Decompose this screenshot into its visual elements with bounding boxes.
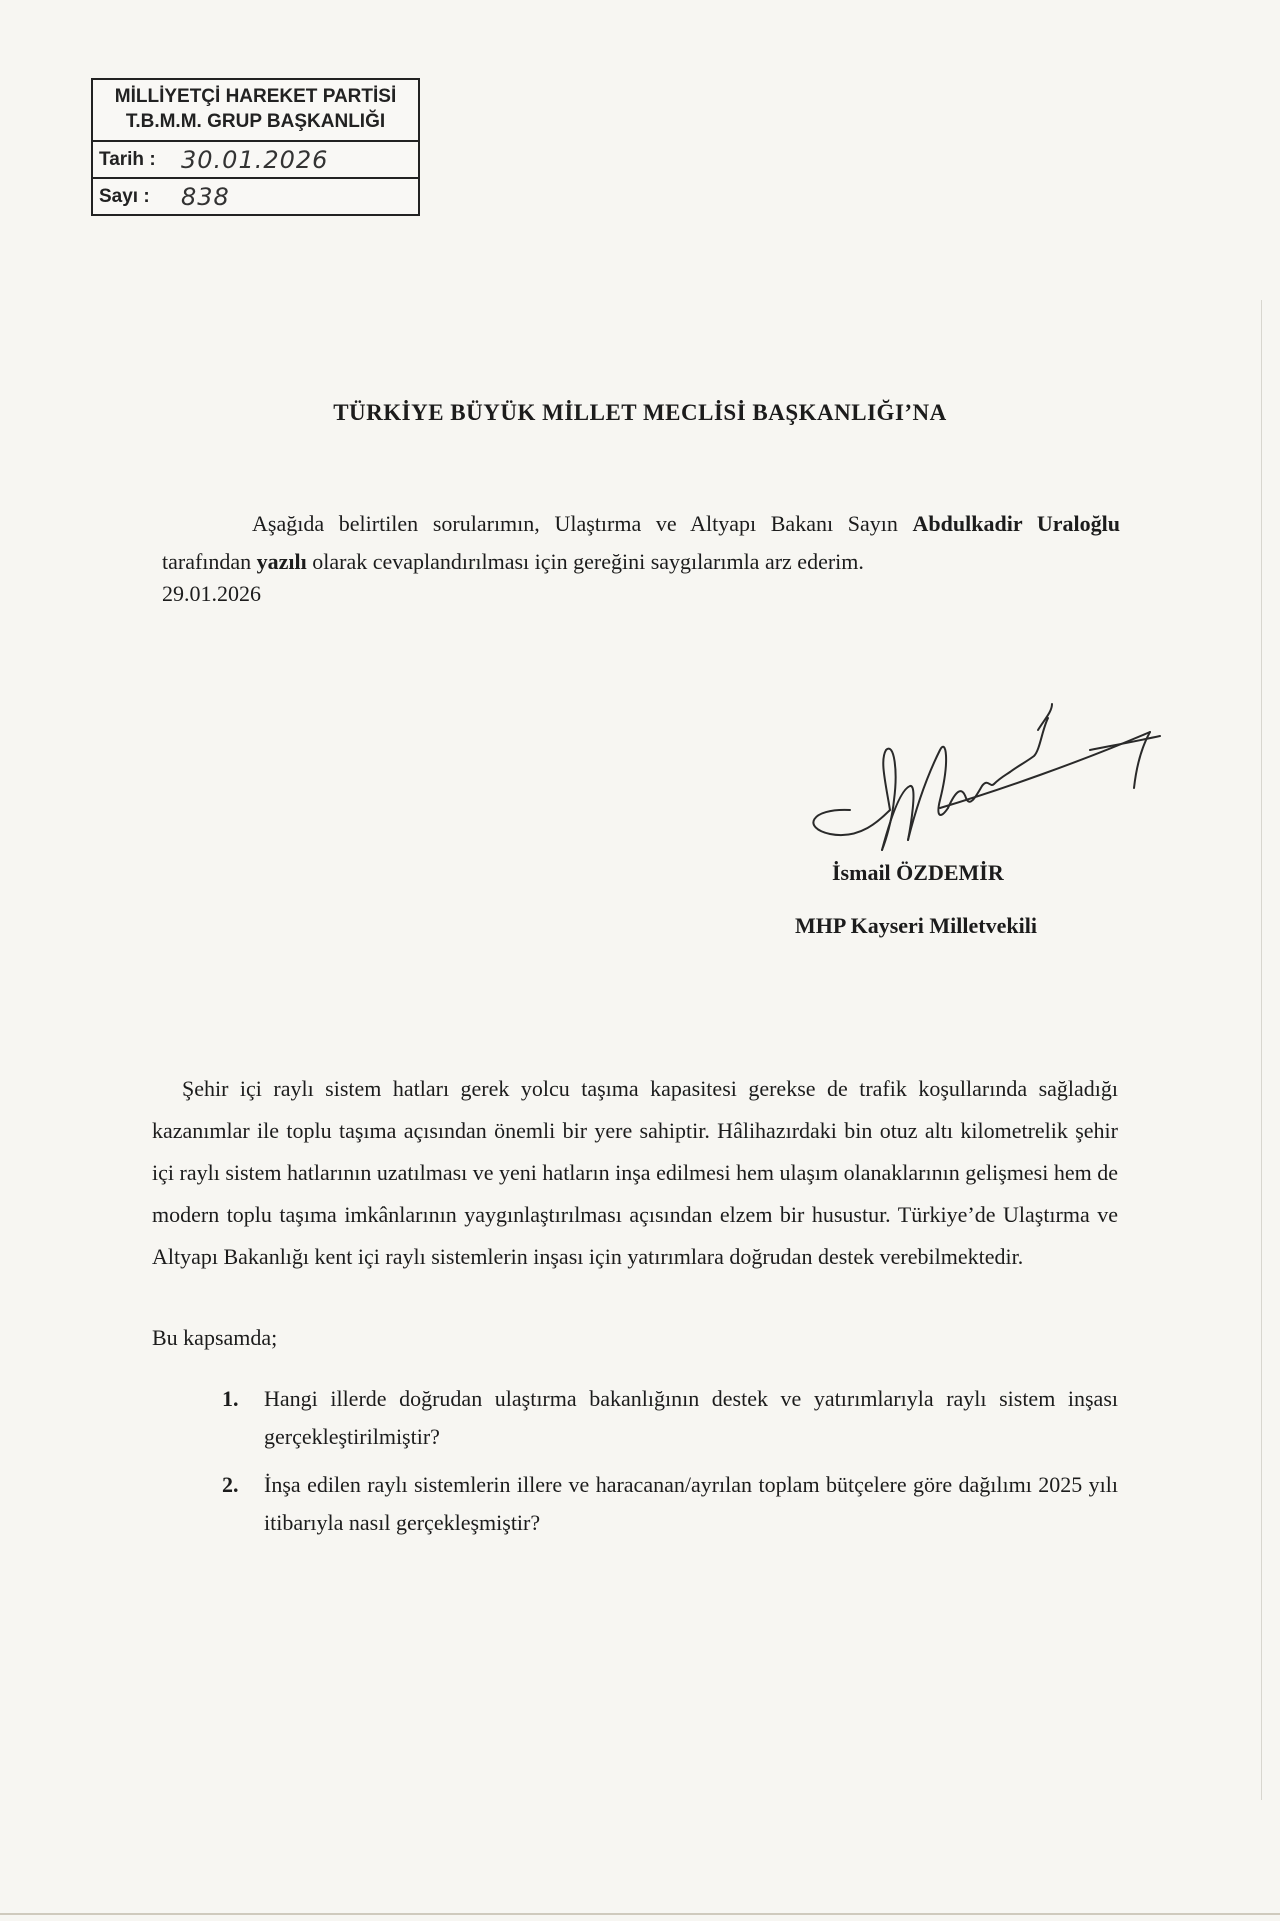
question-number: 1. [222, 1386, 239, 1411]
scan-edge-line [1261, 300, 1262, 1800]
question-text: İnşa edilen raylı sistemlerin illere ve haracanan/ayrılan toplam bütçelere göre dağılımı 2025 yılı itibarıyla nasıl gerçekleşmiştir? [264, 1472, 1118, 1535]
stamp-number-label: Sayı : [99, 185, 150, 207]
signatory-title: MHP Kayseri Milletvekili [795, 913, 1037, 938]
intro-text-2: tarafından [162, 549, 257, 574]
scan-bottom-line [0, 1913, 1280, 1915]
question-number: 2. [222, 1472, 239, 1497]
signature-mark [790, 690, 1170, 880]
document-title: TÜRKİYE BÜYÜK MİLLET MECLİSİ BAŞKANLIĞI’NA [333, 400, 947, 425]
stamp-date-value: 30.01.2026 [181, 145, 329, 174]
party-stamp [91, 78, 420, 216]
stamp-date-label: Tarih : [99, 148, 156, 170]
question-item [222, 1380, 1118, 1456]
intro-text-3: olarak cevaplandırılması için gereğini saygılarımla arz ederim. [306, 549, 864, 574]
question-text: Hangi illerde doğrudan ulaştırma bakanlığının destek ve yatırımlarıyla raylı sistem inşası gerçekleştirilmiştir? [264, 1386, 1118, 1449]
intro-text-1: Aşağıda belirtilen sorularımın, Ulaştırma ve Altyapı Bakanı Sayın [252, 511, 913, 536]
stamp-group-name: T.B.M.M. GRUP BAŞKANLIĞI [125, 111, 386, 132]
stamp-header [93, 80, 418, 142]
request-date: 29.01.2026 [162, 581, 261, 606]
written-label: yazılı [256, 549, 307, 574]
intro-paragraph [162, 505, 1120, 581]
scope-line: Bu kapsamda; [152, 1325, 278, 1350]
stamp-number-row [93, 177, 418, 214]
stamp-number-value: 838 [181, 182, 230, 211]
stamp-party-name: MİLLİYETÇİ HAREKET PARTİSİ [114, 86, 397, 107]
question-item [222, 1466, 1118, 1542]
minister-name: Abdulkadir Uraloğlu [912, 511, 1120, 536]
body-paragraph: Şehir içi raylı sistem hatları gerek yolcu taşıma kapasitesi gerekse de trafik koşullarında sağladığı kazanımlar ile toplu taşıma açısından önemli bir yere sahiptir. Hâlihazırdaki bin otuz altı kilometrelik şehir içi raylı sistem hatlarının uzatılması ve yeni hatların inşa edilmesi hem ulaşım olanaklarının gelişmesi hem de modern toplu taşıma imkânlarının yaygınlaştırılması açısından elzem bir husustur. Türkiye’de Ulaştırma ve Altyapı Bakanlığı kent içi raylı sistemlerin inşası için yatırımlara doğrudan destek verebilmektedir. [152, 1076, 1118, 1269]
signatory-name: İsmail ÖZDEMİR [832, 860, 1004, 885]
stamp-date-row [93, 142, 418, 177]
